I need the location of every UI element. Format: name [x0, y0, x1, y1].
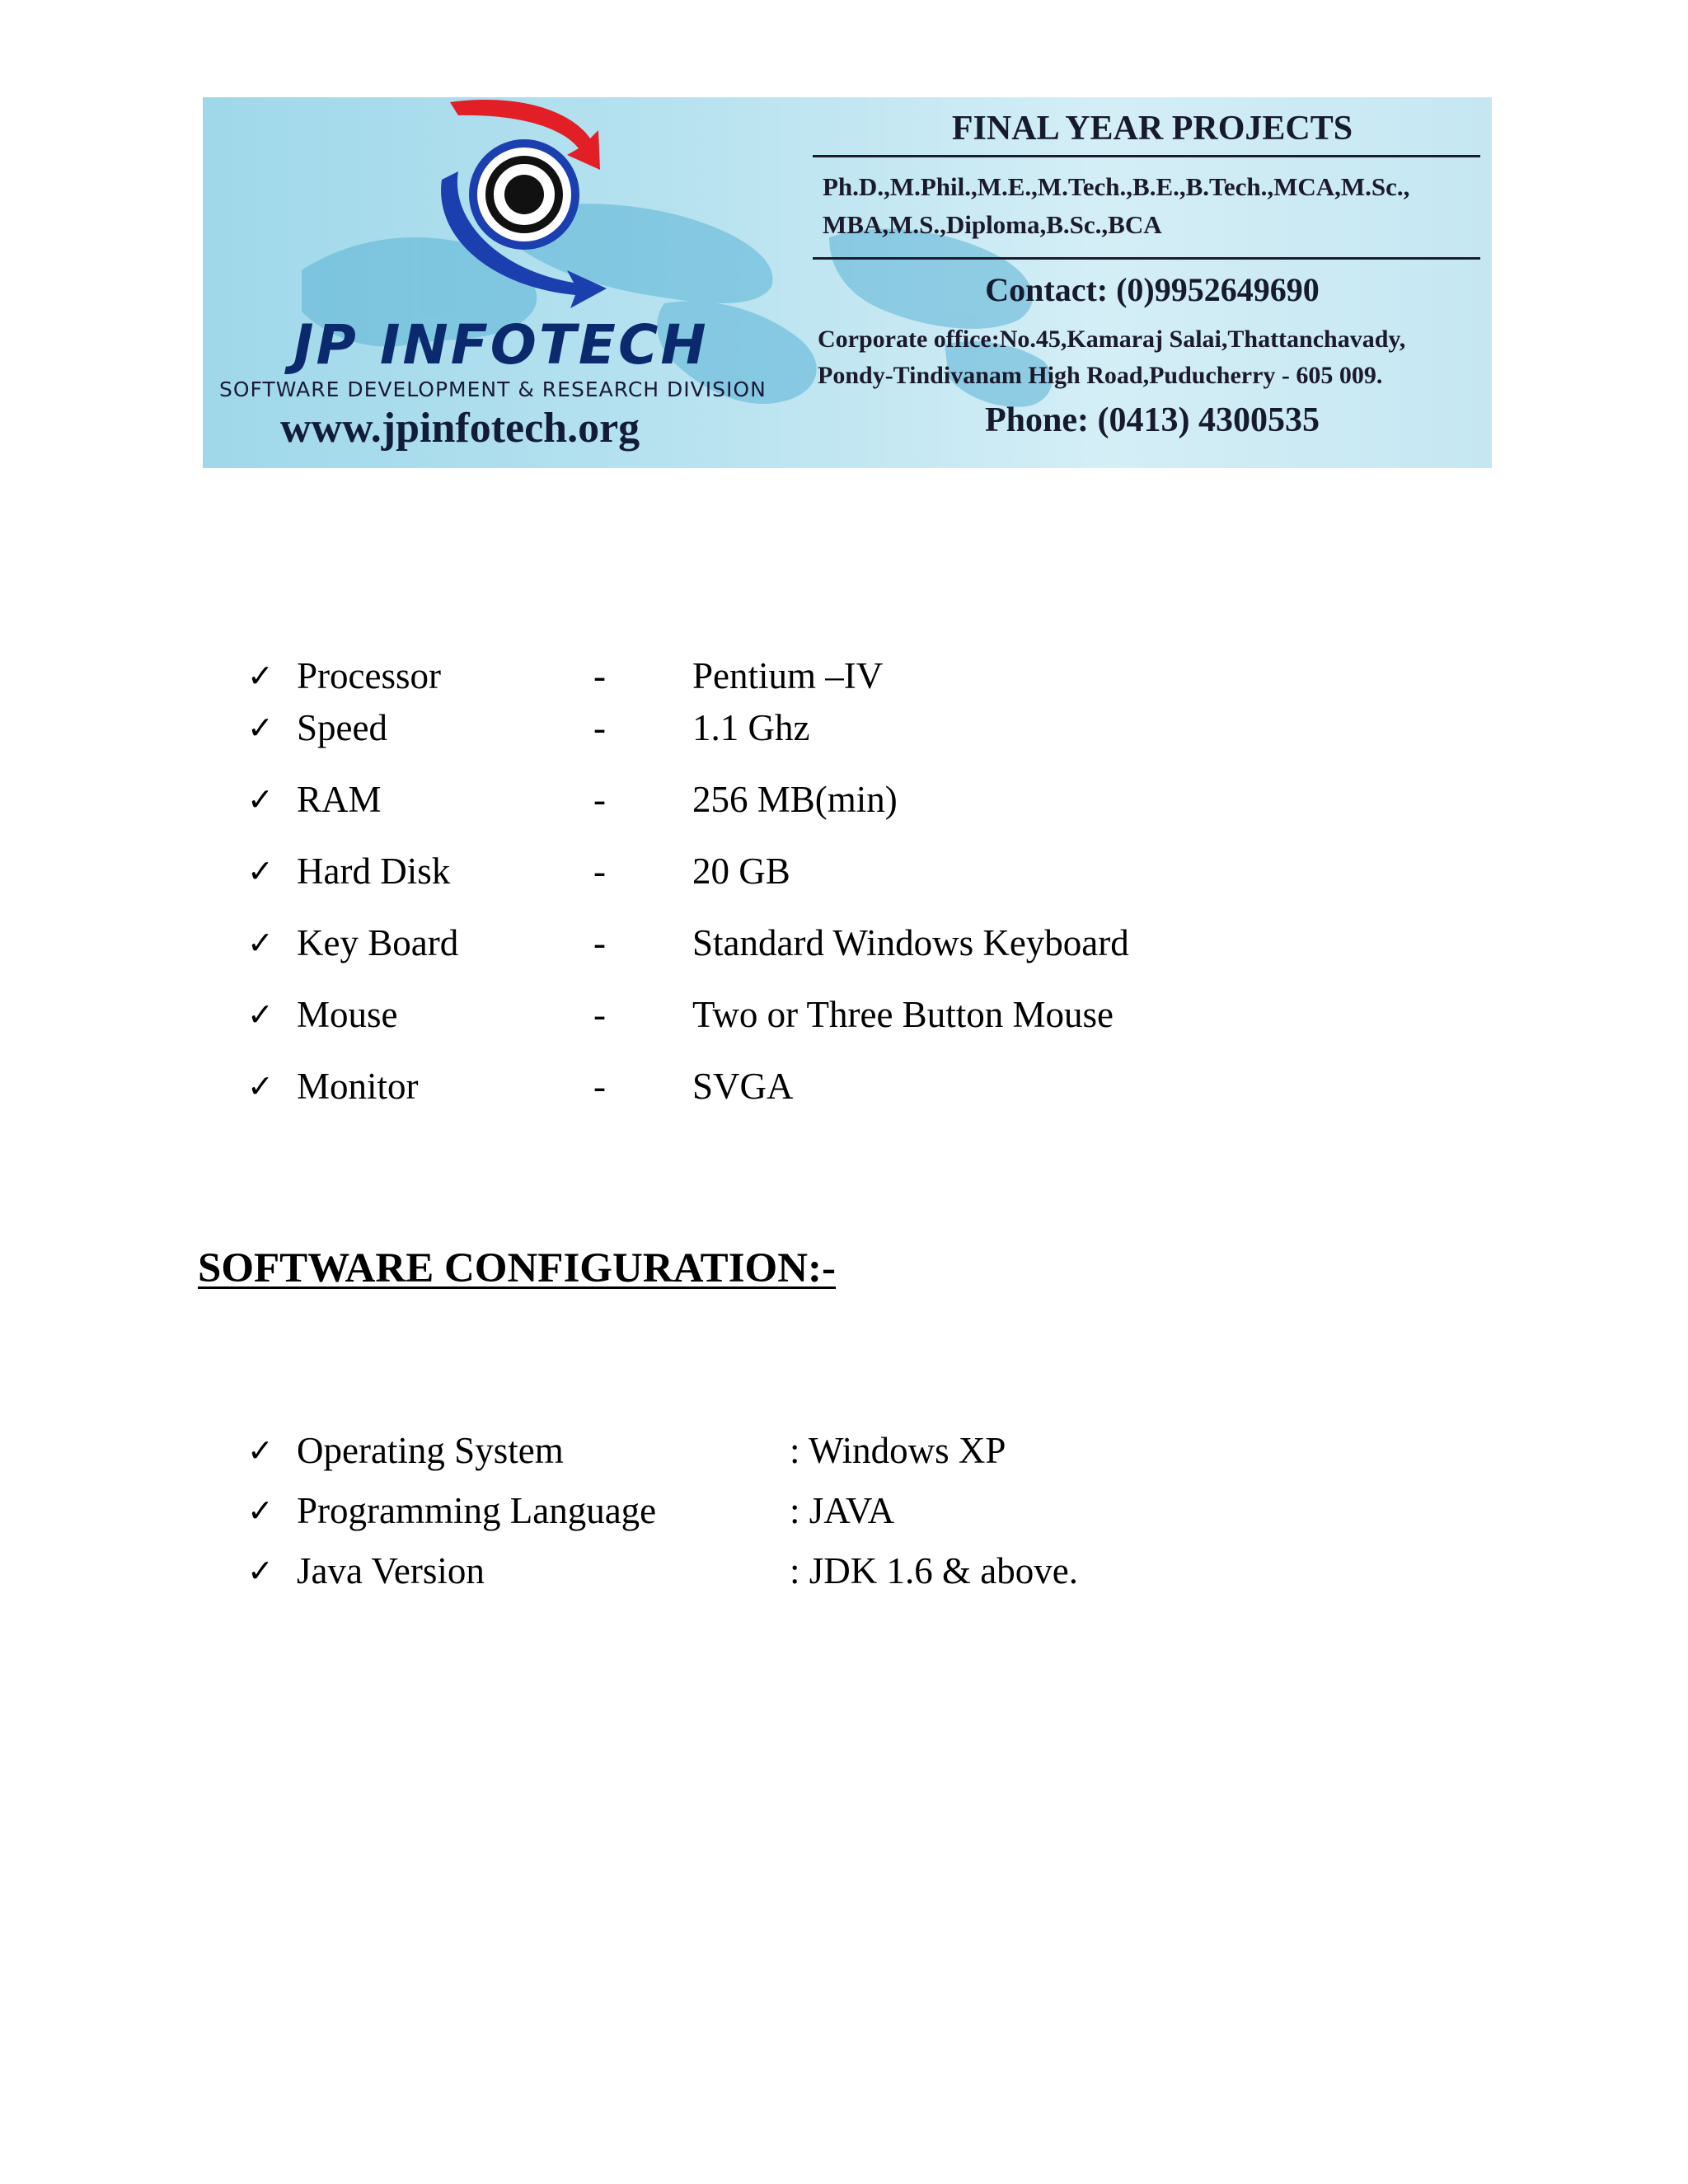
spec-value: 256 MB(min) [692, 779, 898, 820]
separator: - [593, 779, 606, 820]
degrees-line-2: MBA,M.S.,Diploma,B.Sc.,BCA [823, 210, 1162, 239]
spec-label: Key Board [297, 922, 459, 963]
spec-value: Two or Three Button Mouse [692, 994, 1114, 1035]
brand-tagline: SOFTWARE DEVELOPMENT & RESEARCH DIVISION [219, 377, 767, 401]
spec-label: Operating System [297, 1430, 564, 1471]
separator: - [593, 655, 606, 696]
spec-label: Hard Disk [297, 851, 451, 892]
spec-value: SVGA [692, 1066, 794, 1107]
phone-number: Phone: (0413) 4300535 [985, 401, 1320, 439]
separator: - [593, 994, 606, 1035]
spec-value: 20 GB [692, 851, 790, 892]
checkmark-icon: ✓ [247, 925, 274, 961]
brand-name: JP INFOTECH [293, 313, 709, 377]
degrees-list [823, 168, 1482, 244]
eye-logo-icon [326, 97, 821, 312]
spec-value: : JAVA [790, 1490, 895, 1531]
checkmark-icon: ✓ [247, 781, 274, 818]
spec-label: Java Version [297, 1550, 485, 1591]
office-address [818, 321, 1487, 394]
spec-label: Monitor [297, 1066, 419, 1107]
checkmark-icon: ✓ [247, 658, 274, 694]
banner [203, 97, 1492, 468]
spec-label: Processor [297, 655, 441, 696]
spec-label: RAM [297, 779, 382, 820]
degrees-line-1: Ph.D.,M.Phil.,M.E.,M.Tech.,B.E.,B.Tech.,MCA,M.Sc., [823, 172, 1410, 201]
checkmark-icon: ✓ [247, 1068, 274, 1104]
checkmark-icon: ✓ [247, 1493, 274, 1529]
spec-value: 1.1 Ghz [692, 707, 810, 748]
banner-title: FINAL YEAR PROJECTS [951, 110, 1353, 148]
section-heading: SOFTWARE CONFIGURATION:- [198, 1245, 837, 1291]
separator: - [593, 707, 606, 748]
separator: - [593, 851, 606, 892]
address-line-2: Pondy-Tindivanam High Road,Puducherry - 605 009. [818, 362, 1383, 389]
divider [813, 257, 1480, 260]
checkmark-icon: ✓ [247, 996, 274, 1033]
spec-label: Mouse [297, 994, 398, 1035]
separator: - [593, 1066, 606, 1107]
spec-value: Standard Windows Keyboard [692, 922, 1129, 963]
banner-info [813, 97, 1492, 468]
checkmark-icon: ✓ [247, 710, 274, 746]
checkmark-icon: ✓ [247, 1432, 274, 1469]
separator: - [593, 922, 606, 963]
contact-number: Contact: (0)9952649690 [985, 271, 1320, 308]
spec-value: : JDK 1.6 & above. [790, 1550, 1078, 1591]
divider [813, 155, 1480, 157]
address-line-1: Corporate office:No.45,Kamaraj Salai,Thattanchavady, [818, 326, 1406, 353]
spec-label: Speed [297, 707, 387, 748]
checkmark-icon: ✓ [247, 1553, 274, 1589]
spec-value: Pentium –IV [692, 655, 884, 696]
website-link[interactable]: www.jpinfotech.org [280, 405, 640, 452]
spec-label: Programming Language [297, 1490, 657, 1531]
spec-value: : Windows XP [790, 1430, 1006, 1471]
checkmark-icon: ✓ [247, 853, 274, 889]
